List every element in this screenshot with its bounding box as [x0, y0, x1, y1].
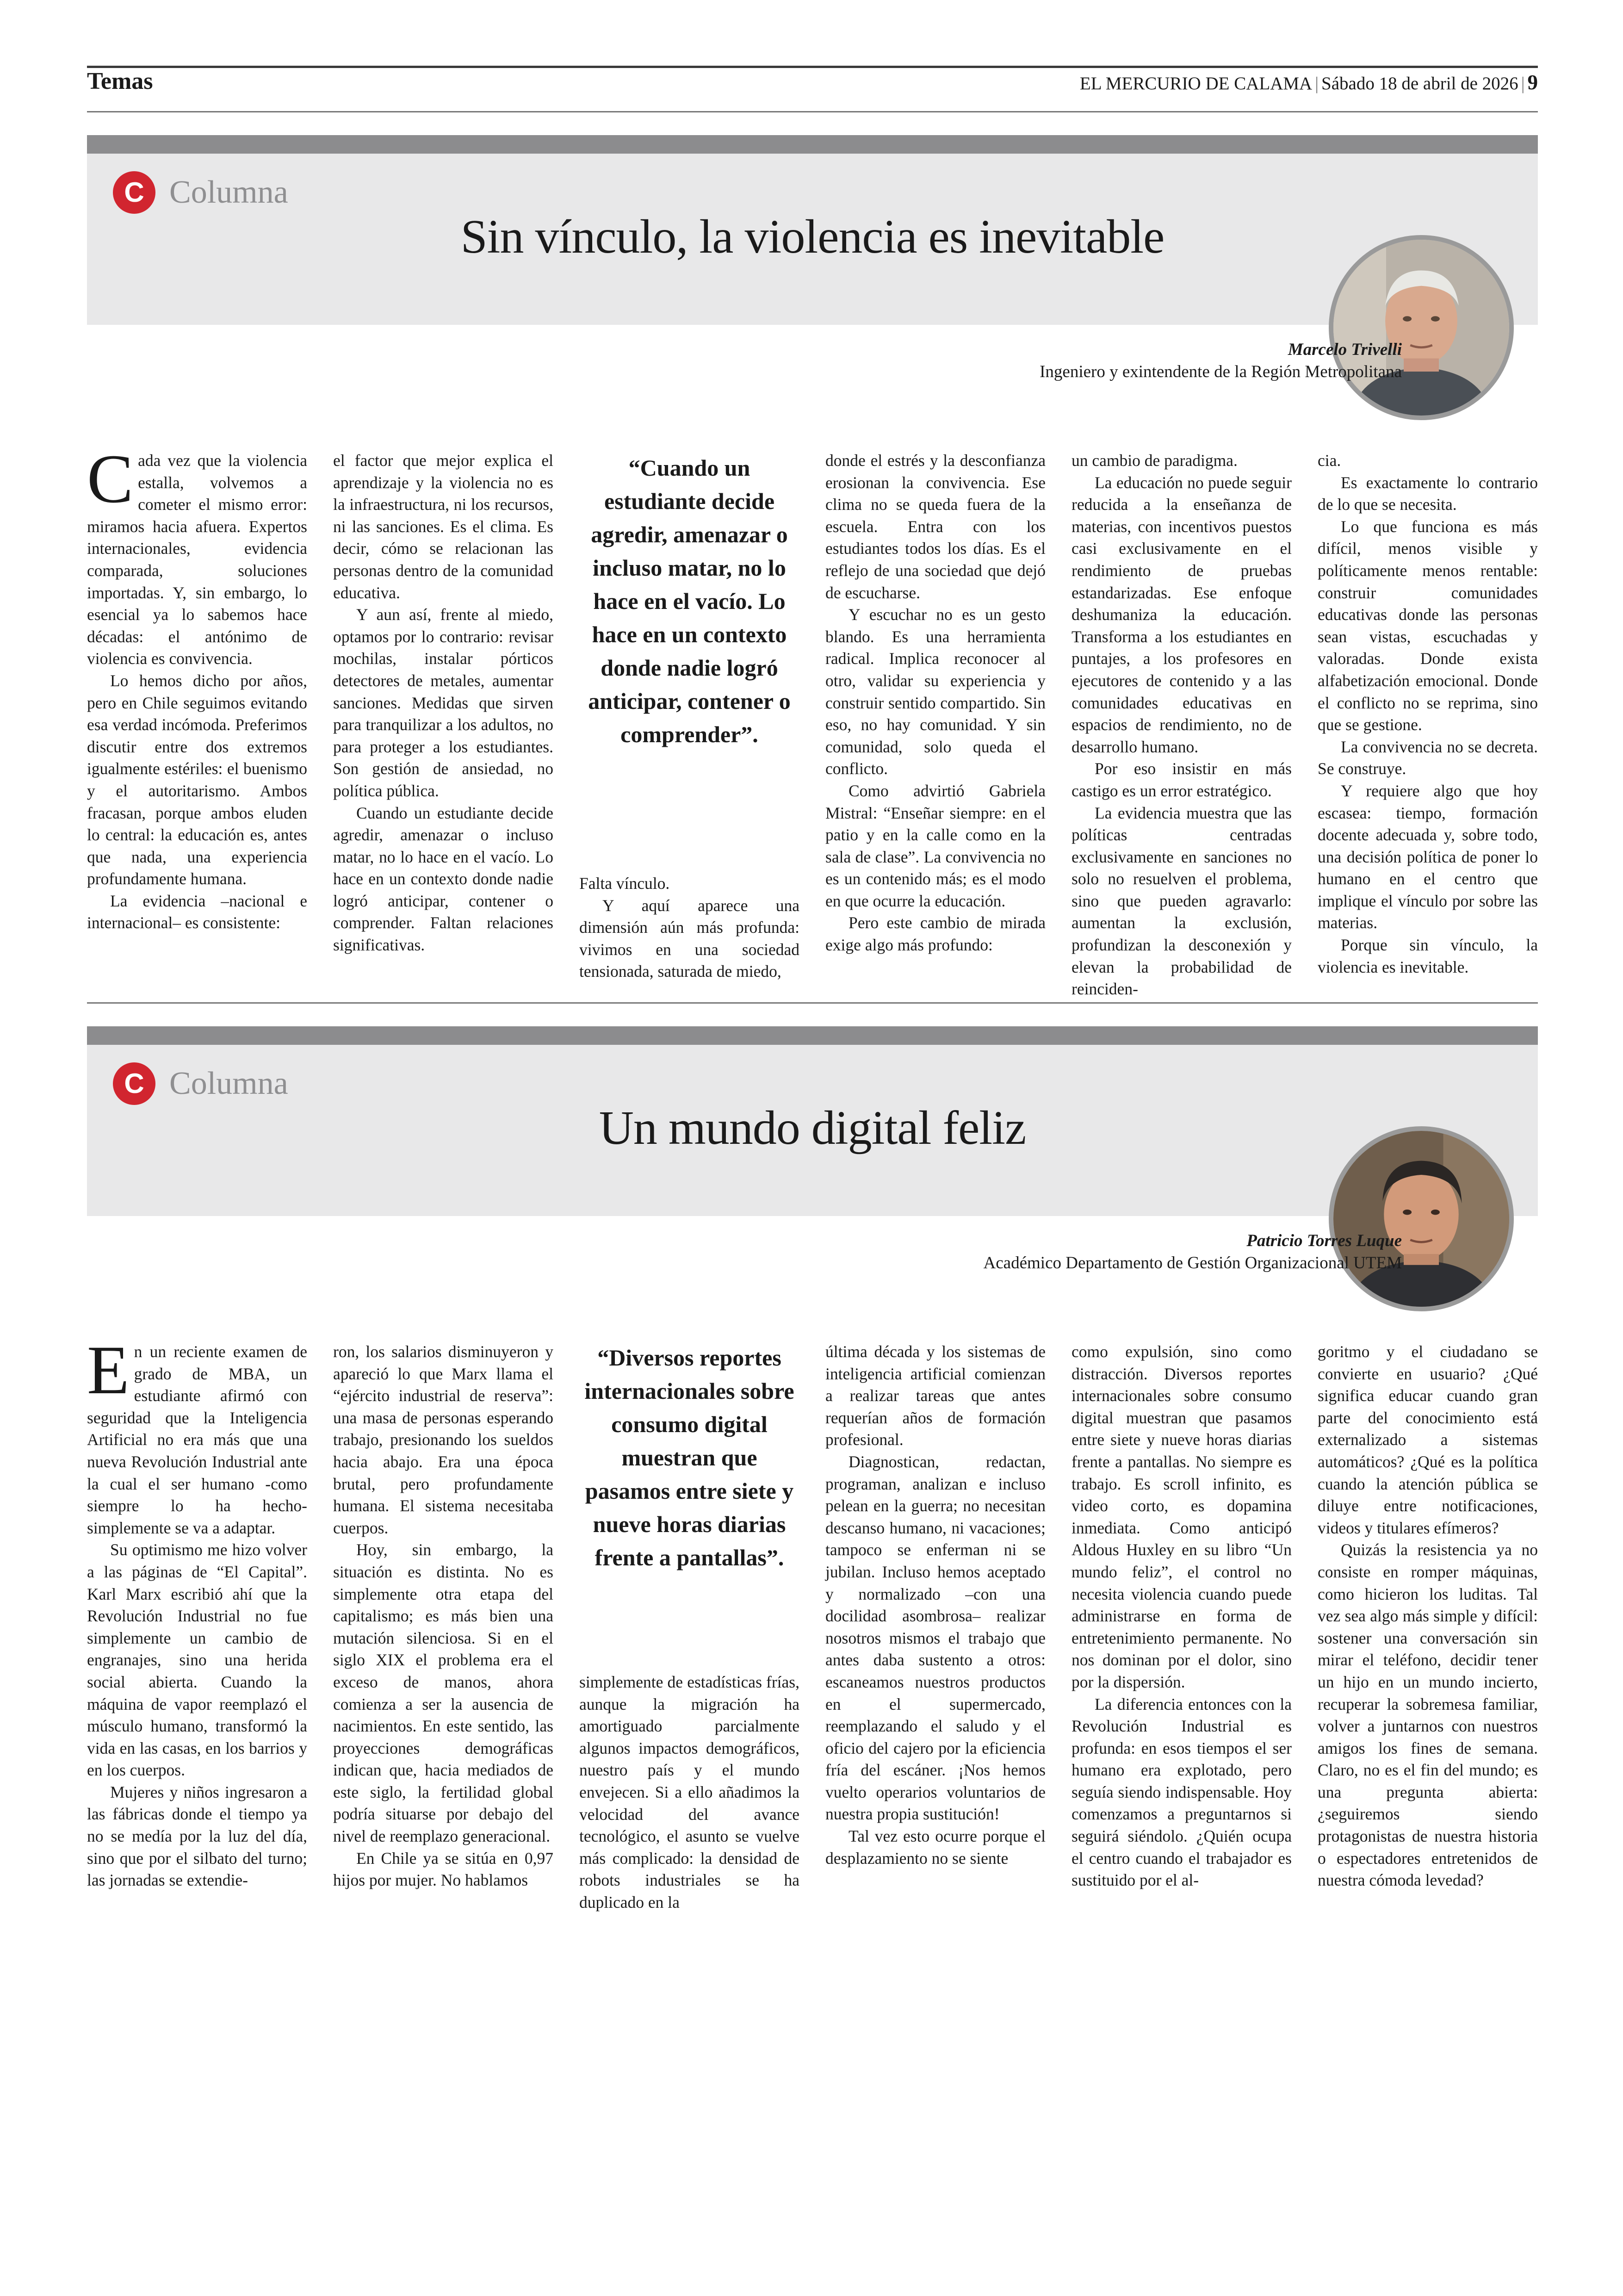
author-role: Académico Departamento de Gestión Organizacional UTEM [983, 1253, 1402, 1272]
byline [1040, 339, 1402, 383]
paragraph: Como advirtió Gabriela Mistral: “Enseñar siempre: en el patio y en la calle como en la sala de clase”. La convivencia no es un contenido más; es el modo en que ocurre la educación. [825, 781, 1046, 910]
paragraph: Hoy, sin embargo, la situación es distinta. No es simplemente otra etapa del capitalismo; es más bien una mutación silenciosa. Si en el siglo XIX el problema era el exceso de manos, ahora comienza a ser la ausencia de nacimientos. En este sentido, las proyecciones demográficas indican que, hacia mediados de este siglo, la fertilidad global podría situarse por debajo del nivel de reemplazo generacional. [333, 1540, 553, 1846]
column-kicker: Columna [169, 174, 288, 210]
paragraph: Lo que funciona es más difícil, menos visible y políticamente menos rentable: construir comunidades educativas donde las personas sean vistas, escuchadas y valoradas. Donde exista alfabetización emocional. Donde el conflicto no se reprima, sino que se gestione. [1318, 517, 1538, 734]
pull-quote: “Cuando un estudiante decide agredir, amenazar o incluso matar, no lo hace en el vacío. Lo hace en un contexto donde nadie logró anticipar, contener o comprender”. [588, 455, 791, 747]
article-column-1 [87, 441, 307, 934]
paragraph: Tal vez esto ocurre porque el desplazamiento no se siente [825, 1827, 1046, 1868]
paragraph: ron, los salarios disminuyeron y apareció lo que Marx llama el “ejército industrial de reserva”: una masa de personas esperando trabajo, presionando los sueldos hacia abajo. Era una época brutal, pero profundamente humana. El sistema necesitaba cuerpos. [333, 1342, 553, 1537]
paragraph: Y aquí aparece una dimensión aún más profunda: vivimos en una sociedad tensionada, saturada de miedo, [579, 896, 799, 981]
paragraph: Mujeres y niños ingresaron a las fábricas donde el tiempo ya no se medía por la luz del día, sino que por el silbato del turno; las jornadas se extendie- [87, 1782, 307, 1890]
paragraph: En un reciente examen de grado de MBA, un estudiante afirmó con seguridad que la Inteligencia Artificial no era más que una nueva Revolución Industrial ante la cual el ser humano -como siempre lo ha hecho- simplemente se va a adaptar. [87, 1332, 307, 1537]
paragraph: última década y los sistemas de inteligencia artificial comienzan a realizar tareas que antes requerían años de formación profesional. [825, 1342, 1046, 1449]
paragraph: el factor que mejor explica el aprendizaje y la violencia no es la infraestructura, ni los recursos, ni las sanciones. Es el clima. Es decir, cómo se relacionan las personas dentro de la comunidad educativa. [333, 451, 553, 602]
article-column-3 [579, 1671, 799, 1914]
pull-quote: “Diversos reportes internacionales sobre consumo digital muestran que pasamos entre siete y nueve horas diarias frente a pantallas”. [584, 1345, 794, 1570]
section-name: Temas [87, 68, 153, 94]
paragraph: Pero este cambio de mirada exige algo más profundo: [825, 913, 1046, 955]
paragraph: Lo hemos dicho por años, pero en Chile seguimos evitando esa verdad incómoda. Preferimos discutir entre dos extremos igualmente estériles: el buenismo y el autoritarismo. Ambos fracasan, porque ambos eluden lo central: la educación es, antes que nada, una experiencia profundamente humana. [87, 671, 307, 888]
header-bottom-rule [87, 111, 1538, 112]
article-column-4 [825, 1341, 1046, 1869]
masthead [1080, 72, 1538, 94]
paragraph: En Chile ya se sitúa en 0,97 hijos por mujer. No hablamos [333, 1849, 553, 1890]
paragraph: La evidencia muestra que las políticas centradas exclusivamente en sanciones no solo no resuelven el problema, sino que pueden agravarlo: aumentan la exclusión, profundizan la desconexión y elevan la probabilidad de reinciden- [1072, 803, 1292, 999]
paragraph: Y aun así, frente al miedo, optamos por lo contrario: revisar mochilas, instalar pórticos detectores de metales, aumentar sanciones. Medidas que sirven para tranquilizar a los adultos, no para proteger a los estudiantes. Son gestión de ansiedad, no política pública. [333, 605, 553, 800]
author-portrait-image [1333, 240, 1509, 416]
column-band [87, 1045, 1538, 1216]
author-photo [1329, 235, 1514, 420]
article-column-2 [333, 1341, 553, 1892]
drop-cap: C [87, 441, 134, 517]
paragraph: Porque sin vínculo, la violencia es inevitable. [1318, 936, 1538, 976]
article-column-3 [579, 873, 799, 983]
article-column-5 [1072, 1341, 1292, 1892]
article-column-6 [1318, 1341, 1538, 1892]
paragraph: Cuando un estudiante decide agredir, amenazar o incluso matar, no lo hace en el vacío. Lo hace en un contexto donde nadie logró anticipar, contener o comprender. Faltan relaciones significativas. [333, 803, 553, 955]
paragraph: un cambio de paradigma. [1072, 451, 1238, 470]
header-top-rule [87, 66, 1538, 68]
paragraph: como expulsión, sino como distracción. Diversos reportes internacionales sobre consumo digital muestran que pasamos entre siete y nueve horas diarias frente a pantallas. No siempre es trabajo. Es scroll infinito, es video corto, es dopamina inmediata. Como anticipó Aldous Huxley en su libro “Un mundo feliz”, el control no necesita violencia cuando puede administrarse en forma de entretenimiento permanente. No nos dominan por el dolor, sino por la dispersión. [1072, 1342, 1292, 1691]
article-separator [87, 1002, 1538, 1004]
publication-name: EL MERCURIO DE CALAMA [1079, 74, 1313, 93]
article-column-2 [333, 450, 553, 956]
article-column-1 [87, 1332, 307, 1892]
issue-date: Sábado 18 de abril de 2026 [1321, 74, 1518, 93]
paragraph: Por eso insistir en más castigo es un error estratégico. [1072, 759, 1292, 800]
byline [984, 1230, 1402, 1274]
author-name: Marcelo Trivelli [1288, 340, 1402, 359]
paragraph: Cada vez que la violencia estalla, volvemos a cometer el mismo error: miramos hacia afuera. Expertos internacionales, evidencia comparada, soluciones importadas. Y, sin embargo, lo esencial ya lo sabemos hace décadas: el antónimo de violencia es convivencia. [87, 441, 307, 668]
author-photo [1329, 1126, 1514, 1311]
paragraph: La diferencia entonces con la Revolución Industrial es profunda: en esos tiempos el ser humano era explotado, pero seguía siendo indispensable. Hoy comenzamos a preguntarnos si seguirá siéndolo. ¿Quién ocupa el centro cuando el trabajador es sustituido por el al- [1072, 1694, 1292, 1890]
author-role: Ingeniero y exintendente de la Región Metropolitana [1040, 362, 1402, 381]
paragraph: Falta vínculo. [579, 874, 670, 893]
paragraph: goritmo y el ciudadano se convierte en usuario? ¿Qué significa educar cuando gran parte del conocimiento está externalizado a sistemas automáticos? ¿Qué es la política cuando la atención pública se diluye entre notificaciones, videos y titulares efímeros? [1318, 1342, 1538, 1537]
paragraph: Diagnostican, redactan, programan, analizan e incluso pelean en la guerra; no necesitan descanso humano, ni vacaciones; tampoco se enferman ni se jubilan. Incluso hemos aceptado y normalizado –con una docilidad asombrosa– realizar nosotros mismos el trabajo que antes daba sustento a otros: escaneamos nuestros productos en el supermercado, reemplazando el saludo y el oficio del cajero por la eficiencia fría del escáner. ¡Nos hemos vuelto operarios voluntarios de nuestra propia sustitución! [825, 1452, 1046, 1824]
column-band-top [87, 1026, 1538, 1045]
paragraph: Es exactamente lo contrario de lo que se necesita. [1318, 473, 1538, 514]
column-badge-icon: C [113, 171, 155, 214]
paragraph: donde el estrés y la desconfianza erosionan la convivencia. Ese clima no se queda fuera de la escuela. Entra con los estudiantes todos los días. Es el reflejo de una sociedad que dejó de escucharse. [825, 451, 1046, 602]
masthead-separator: | [1521, 74, 1525, 93]
paragraph: cia. [1318, 451, 1341, 470]
page-header [87, 69, 1538, 106]
author-name: Patricio Torres Luque [1246, 1231, 1402, 1250]
article-column-4 [825, 450, 1046, 956]
article-column-6 [1318, 450, 1538, 978]
article-column-5 [1072, 450, 1292, 1000]
paragraph: Quizás la resistencia ya no consiste en romper máquinas, como hicieron los luditas. Tal vez sea algo más simple y difícil: sostener una conversación sin mirar el teléfono, decidir tener un hijo en un mundo incierto, recuperar la sobremesa familiar, volver a juntarnos con nuestros amigos los fines de semana. Claro, no es el fin del mundo; es una pregunta abierta: ¿seguiremos siendo protagonistas de nuestra historia o espectadores entretenidos de nuestra cómoda levedad? [1318, 1540, 1538, 1890]
paragraph: Su optimismo me hizo volver a las páginas de “El Capital”. Karl Marx escribió ahí que la Revolución Industrial no fue simplemente un cambio de engranajes, sino una herida social abierta. Cuando la máquina de vapor reemplazó el músculo humano, transformó la vida en las casas, en los barrios y en los cuerpos. [87, 1540, 307, 1780]
column-kicker: Columna [169, 1066, 288, 1101]
paragraph: La educación no puede seguir reducida a la enseñanza de materias, con incentivos puestos casi exclusivamente en el rendimiento de pruebas estandarizadas. Ese enfoque deshumaniza la educación. Transforma a los estudiantes en puntajes, a los profesores en ejecutores de contenido y a las comunidades educativas en espacios de rendimiento, no de desarrollo humano. [1072, 473, 1292, 756]
article-title: Un mundo digital feliz [599, 1101, 1026, 1154]
column-badge-icon: C [113, 1062, 155, 1105]
paragraph: Y requiere algo que hoy escasea: tiempo, formación docente adecuada y, sobre todo, una decisión política de poner lo humano en el centro que implique el vínculo por sobre las materias. [1318, 781, 1538, 932]
column-band [87, 154, 1538, 325]
page-number: 9 [1527, 71, 1538, 94]
drop-cap: E [87, 1332, 130, 1409]
paragraph: Y escuchar no es un gesto blando. Es una herramienta radical. Implica reconocer al otro, validar su experiencia y construir sentido compartido. Sin eso, no hay comunidad. Y sin comunidad, solo queda el conflicto. [825, 605, 1046, 778]
masthead-separator: | [1315, 74, 1319, 93]
article-title: Sin vínculo, la violencia es inevitable [460, 210, 1165, 263]
paragraph: simplemente de estadísticas frías, aunque la migración ha amortiguado parcialmente algunos impactos demográficos, nuestro país y el mundo envejecen. Si a ello añadimos la velocidad del avance tecnológico, el asunto se vuelve más complicado: la densidad de robots industriales se ha duplicado en la [579, 1673, 799, 1911]
author-portrait-image [1333, 1131, 1509, 1307]
paragraph: La evidencia –nacional e internacional– es consistente: [87, 891, 307, 932]
paragraph: La convivencia no se decreta. Se construye. [1318, 737, 1538, 778]
column-band-top [87, 135, 1538, 154]
